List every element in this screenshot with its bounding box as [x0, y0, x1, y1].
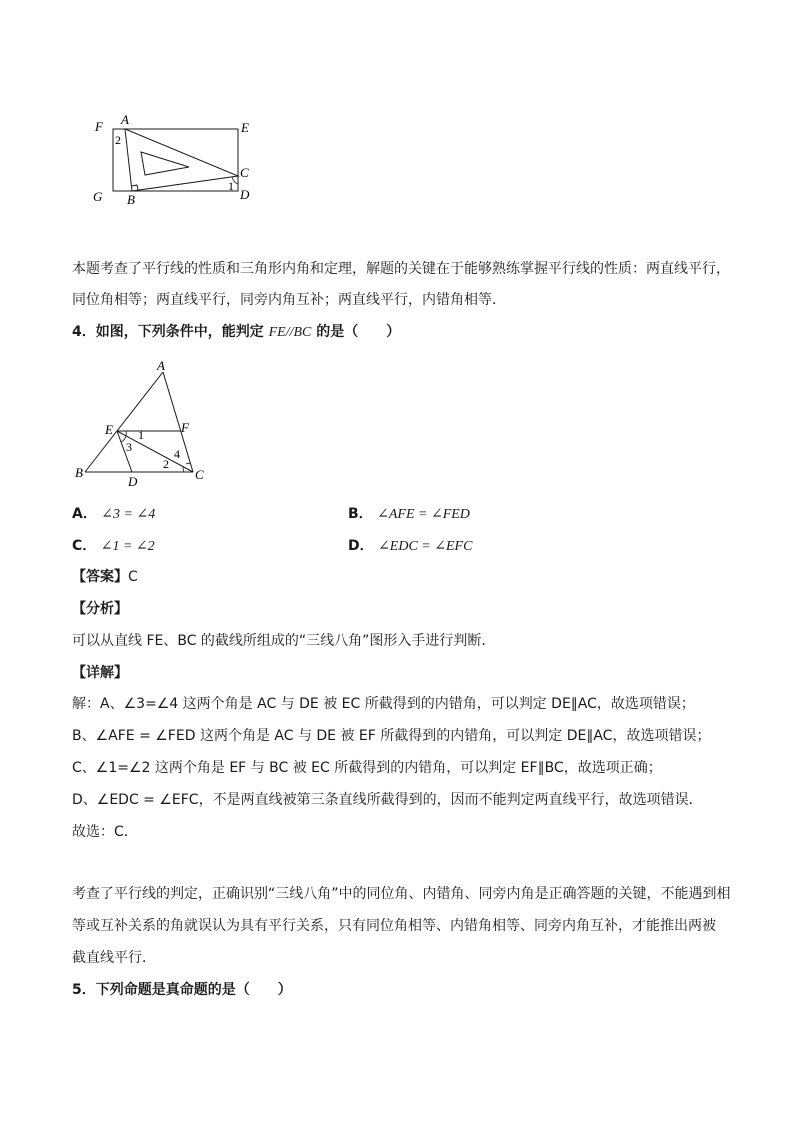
label-A: A — [157, 358, 165, 373]
analysis-text: 可以从直线 FE、BC 的截线所组成的“三线八角”图形入手进行判断． — [72, 633, 496, 649]
choice-line: 故选：C． — [72, 824, 138, 840]
right-angle-mark — [132, 185, 138, 190]
option-letter: C． — [72, 538, 97, 554]
detail-label: 【详解】 — [72, 665, 128, 681]
answer-value: C — [128, 569, 138, 585]
rectangle-triangle-figure — [88, 112, 263, 210]
option-d — [348, 536, 472, 557]
question-5-stem: 5．下列命题是真命题的是（ ） — [72, 982, 292, 998]
option-text: ∠3 = ∠4 — [101, 507, 156, 522]
option-text: ∠EDC = ∠EFC — [378, 539, 473, 554]
label-B: B — [127, 192, 135, 207]
label-F: F — [181, 420, 189, 435]
option-letter: B． — [348, 506, 373, 522]
label-1: 1 — [228, 179, 234, 193]
label-D: D — [240, 187, 250, 202]
triangle-abc-figure — [70, 355, 215, 490]
answer-line — [72, 567, 138, 587]
label-C: C — [240, 165, 249, 180]
summary-line: 考查了平行线的判定，正确识别“三线八角”中的同位角、内错角、同旁内角是正确答题的关键，不能遇到相 — [72, 886, 731, 902]
summary-line: 同位角相等；两直线平行，同旁内角互补；两直线平行，内错角相等． — [72, 292, 506, 308]
rectangle-fgde — [113, 129, 238, 191]
option-letter: D． — [348, 538, 374, 554]
question-stem-math: FE//BC — [268, 325, 312, 340]
label-F: F — [95, 119, 103, 134]
summary-line: 等或互补关系的角就误认为具有平行关系，只有同位角相等、内错角相等、同旁内角互补，才能推出两被 — [72, 918, 716, 934]
option-c — [72, 536, 155, 557]
option-text: ∠AFE = ∠FED — [377, 507, 470, 522]
label-A: A — [121, 112, 129, 127]
question-stem-prefix: 4．如图，下列条件中，能判定 — [72, 324, 269, 340]
angle-arc-c2 — [186, 463, 191, 465]
question-stem-suffix: 的是（ ） — [311, 324, 401, 340]
label-B: B — [75, 465, 83, 480]
label-2: 2 — [163, 457, 169, 471]
label-3: 3 — [126, 440, 132, 454]
label-E: E — [105, 422, 113, 437]
option-text: ∠1 = ∠2 — [100, 539, 155, 554]
detail-line-d: D、∠EDC = ∠EFC，不是两直线被第三条直线所截得到的，因而不能判定两直线平行，故选项错误． — [72, 792, 703, 808]
detail-line-b: B、∠AFE = ∠FED 这两个角是 AC 与 DE 被 EF 所截得到的内错角，可以判定 DE∥AC，故选项错误； — [72, 728, 711, 744]
label-D: D — [128, 474, 138, 489]
label-E: E — [241, 120, 249, 135]
label-1: 1 — [138, 428, 144, 442]
analysis-label: 【分析】 — [72, 601, 128, 617]
triangle-ruler-inner — [141, 152, 189, 175]
answer-label: 【答案】 — [72, 569, 128, 585]
detail-line-a: 解：A、∠3=∠4 这两个角是 AC 与 DE 被 EC 所截得到的内错角，可以判定 DE∥AC，故选项错误； — [72, 696, 695, 712]
option-a — [72, 504, 155, 525]
summary-line: 截直线平行． — [72, 950, 156, 966]
option-letter: A． — [72, 506, 97, 522]
summary-line: 本题考查了平行线的性质和三角形内角和定理，解题的关键在于能够熟练掌握平行线的性质：两直线平行， — [72, 261, 730, 277]
option-b — [348, 504, 470, 525]
question-4-stem — [72, 322, 400, 343]
label-G: G — [93, 189, 103, 204]
label-2: 2 — [115, 133, 121, 147]
label-4: 4 — [174, 447, 180, 461]
detail-line-c: C、∠1=∠2 这两个角是 EF 与 BC 被 EC 所截得到的内错角，可以判定 EF∥BC，故选项正确； — [72, 760, 662, 776]
segment-ab — [85, 372, 163, 472]
label-C: C — [195, 467, 204, 482]
